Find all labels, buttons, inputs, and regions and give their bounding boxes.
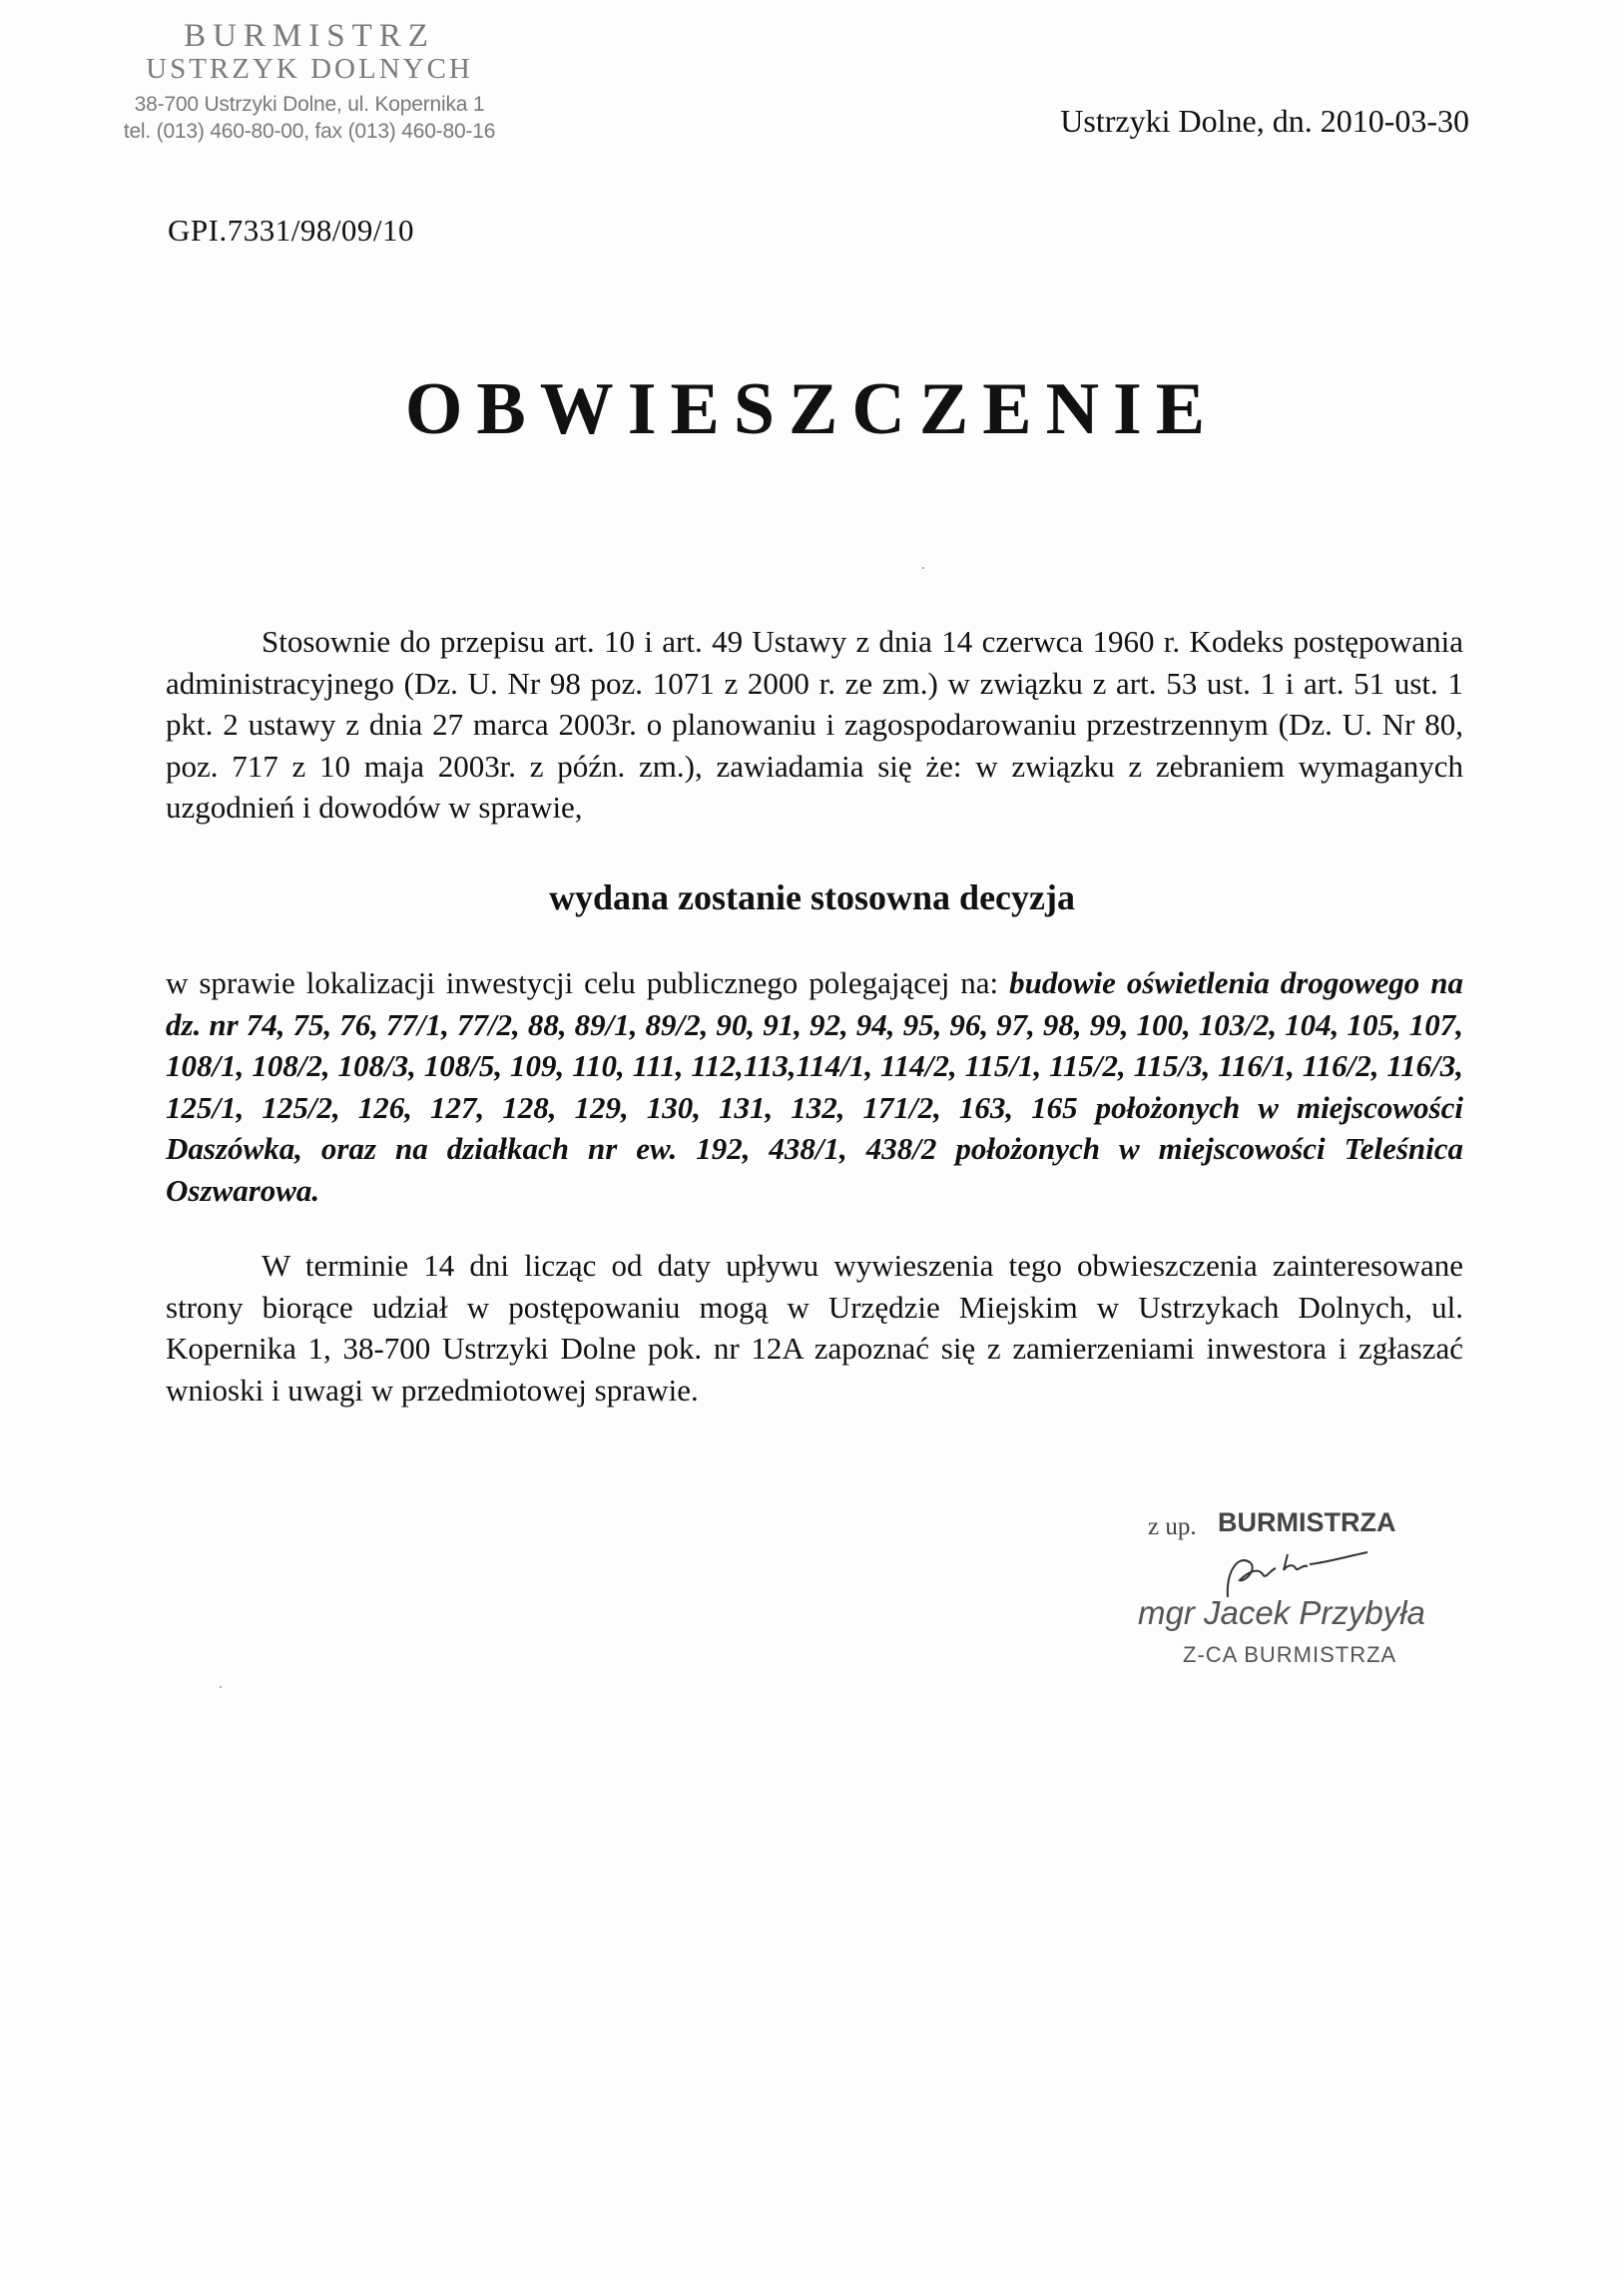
- paragraph-subject-detail: budowie oświetlenia drogowego na dz. nr 74, 75, 76, 77/1, 77/2, 88, 89/1, 89/2, 90, 91, 92, 94, 95, 96, 97, 98, 99, 100, 103/2, 104, 105, 107, 108/1, 108/2, 108/3, 108/5, 109, 110, 111, 112,113,114/1, 114/2, 115/1, 115/2, 115/3, 116/1, 116/2, 116/3, 125/1, 125/2, 126, 127, 128, 129, 130, 131, 132, 171/2, 163, 165 położonych w miejscowości Daszówka, oraz na działkach nr ew. 192, 438/1, 438/2 położonych w miejscowości Teleśnica Oszwarowa.: [166, 965, 1463, 1208]
- stamp-line-2: USTRZYK DOLNYCH: [146, 53, 473, 85]
- office-stamp: [110, 20, 509, 142]
- paragraph-legal-basis-text: Stosownie do przepisu art. 10 i art. 49 Ustawy z dnia 14 czerwca 1960 r. Kodeks postępowania administracyjnego (Dz. U. Nr 98 poz. 1071 z 2000 r. ze zm.) w związku z art. 53 ust. 1 i art. 51 ust. 1 pkt. 2 ustawy z dnia 27 marca 2003r. o planowaniu i zagospodarowaniu przestrzennym (Dz. U. Nr 80, poz. 717 z 10 maja 2003r. z późn. zm.), zawiadamia się że: w związku z zebraniem wymaganych uzgodnień i dowodów w sprawie,: [166, 624, 1463, 825]
- paragraph-deadline: [166, 1245, 1463, 1411]
- scan-speck: [922, 567, 924, 569]
- case-reference: GPI.7331/98/09/10: [168, 213, 415, 248]
- stamp-address: 38-700 Ustrzyki Dolne, ul. Kopernika 1: [134, 93, 485, 116]
- decision-heading: wydana zostanie stosowna decyzja: [549, 877, 1075, 917]
- signature-role: BURMISTRZA: [1218, 1507, 1396, 1537]
- scan-speck: [220, 1686, 222, 1688]
- document-title: OBWIESZCZENIE: [404, 368, 1220, 450]
- paragraph-subject-intro: w sprawie lokalizacji inwestycji celu publicznego polegającej na:: [166, 965, 999, 1000]
- place-date: Ustrzyki Dolne, dn. 2010-03-30: [1060, 103, 1469, 139]
- paragraph-legal-basis: [166, 621, 1463, 829]
- signatory-name: mgr Jacek Przybyła: [1138, 1594, 1425, 1631]
- paragraph-deadline-text: W terminie 14 dni licząc od daty upływu wywieszenia tego obwieszczenia zainteresowane strony biorące udział w postępowaniu mogą w Urzędzie Miejskim w Ustrzykach Dolnych, ul. Kopernika 1, 38-700 Ustrzyki Dolne pok. nr 12A zapoznać się z zamierzeniami inwestora i zgłaszać wnioski i uwagi w przedmiotowej sprawie.: [166, 1248, 1463, 1408]
- signature-prefix: z up.: [1148, 1513, 1197, 1540]
- stamp-line-1: BURMISTRZ: [184, 18, 435, 54]
- paragraph-subject: [166, 962, 1463, 1211]
- signatory-title: Z-CA BURMISTRZA: [1183, 1642, 1397, 1667]
- handwritten-signature-icon: [1218, 1542, 1377, 1602]
- stamp-phone: tel. (013) 460-80-00, fax (013) 460-80-16: [123, 120, 496, 143]
